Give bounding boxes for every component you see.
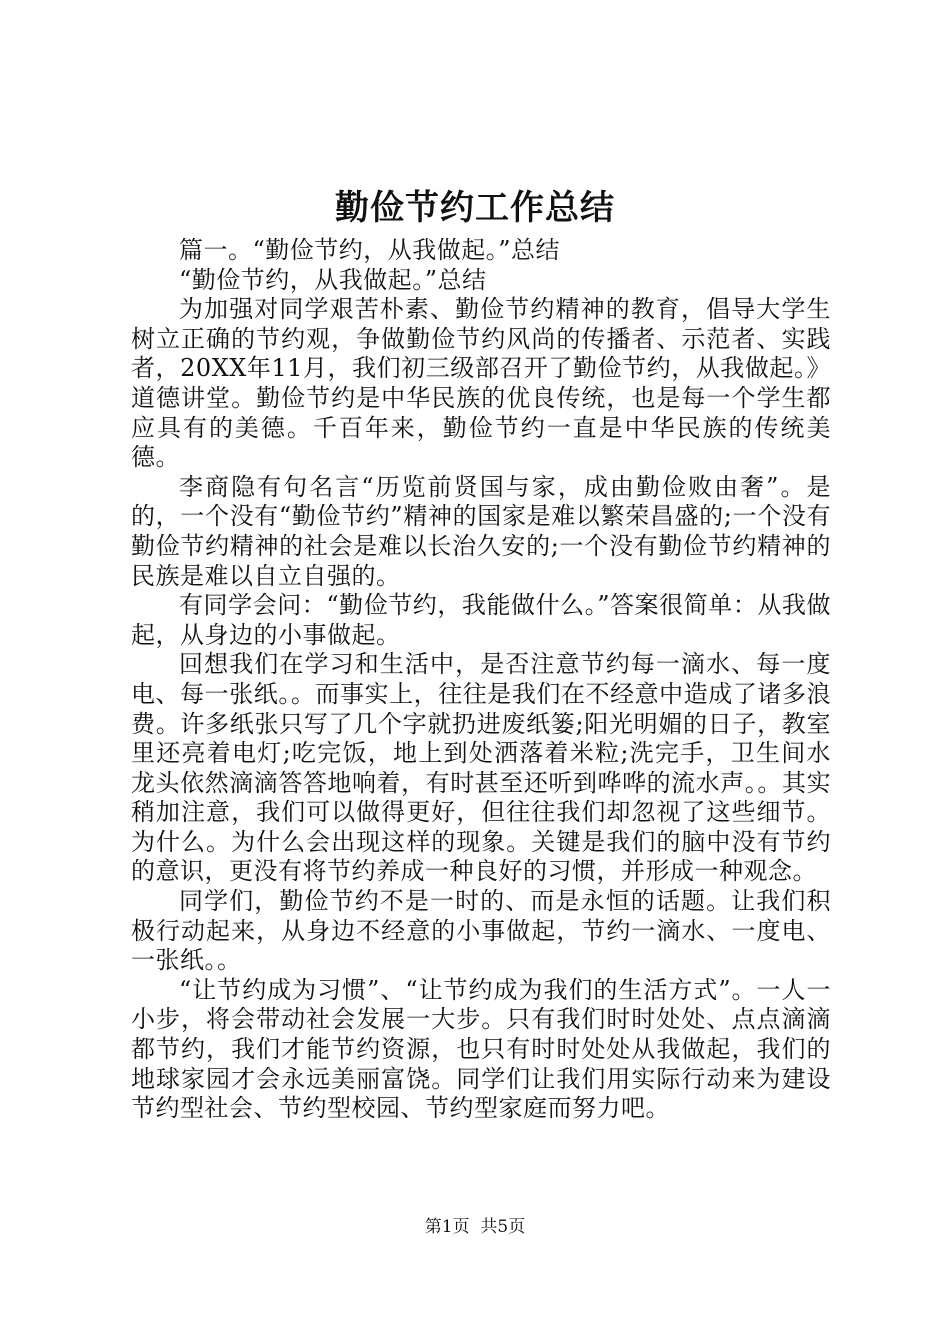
- paragraph-heading-1: 篇一。“勤俭节约，从我做起。”总结: [179, 236, 561, 264]
- page-footer: [0, 1216, 950, 1238]
- paragraph-heading-2: “勤俭节约，从我做起。”总结: [179, 265, 487, 294]
- paragraph: 有同学会问：“勤俭节约，我能做什么。”答案很简单：从我做起，从身边的小事做起。: [131, 591, 831, 649]
- paragraph: “让节约成为习惯”、“让节约成为我们的生活方式”。一人一小步，将会带动社会发展一大步。只有我们时时处处、点点滴滴都节约，我们才能节约资源，也只有时时处处从我做起，我们的地球家园才会永远美丽富饶。同学们让我们用实际行动来为建设节约型社会、节约型校园、节约型家庭而努力吧。: [131, 975, 831, 1123]
- paragraph: 同学们，勤俭节约不是一时的、而是永恒的话题。让我们积极行动起来，从身边不经意的小事做起，节约一滴水、一度电、一张纸。。: [131, 887, 831, 975]
- paragraph: 回想我们在学习和生活中，是否注意节约每一滴水、每一度电、每一张纸。。而事实上，往往是我们在不经意中造成了诸多浪费。许多纸张只写了几个字就扔进废纸篓;阳光明媚的日子，教室里还亮着电灯;吃完饭，地上到处洒落着米粒;洗完手，卫生间水龙头依然滴滴答答地响着，有时甚至还听到哗哗的流水声。。其实稍加注意，我们可以做得更好，但往往我们却忽视了这些细节。为什么。为什么会出现这样的现象。关键是我们的脑中没有节约的意识，更没有将节约养成一种良好的习惯，并形成一种观念。: [131, 650, 831, 886]
- document-body: [131, 236, 831, 1124]
- document-title: 勤俭节约工作总结: [335, 188, 615, 228]
- page-number: 第1页: [424, 1217, 470, 1237]
- paragraph: 李商隐有句名言“历览前贤国与家，成由勤俭败由奢”。是的，一个没有“勤俭节约”精神的国家是难以繁荣昌盛的;一个没有勤俭节约精神的社会是难以长治久安的;一个没有勤俭节约精神的民族是难以自立自强的。: [131, 472, 831, 590]
- footer-spacer: [470, 1217, 481, 1237]
- page-total: 共5页: [480, 1217, 526, 1237]
- paragraph: 为加强对同学艰苦朴素、勤俭节约精神的教育，倡导大学生树立正确的节约观，争做勤俭节约风尚的传播者、示范者、实践者，20XX年11月，我们初三级部召开了勤俭节约，从我做起。》道德讲堂。勤俭节约是中华民族的优良传统，也是每一个学生都应具有的美德。千百年来，勤俭节约一直是中华民族的传统美德。: [131, 295, 831, 472]
